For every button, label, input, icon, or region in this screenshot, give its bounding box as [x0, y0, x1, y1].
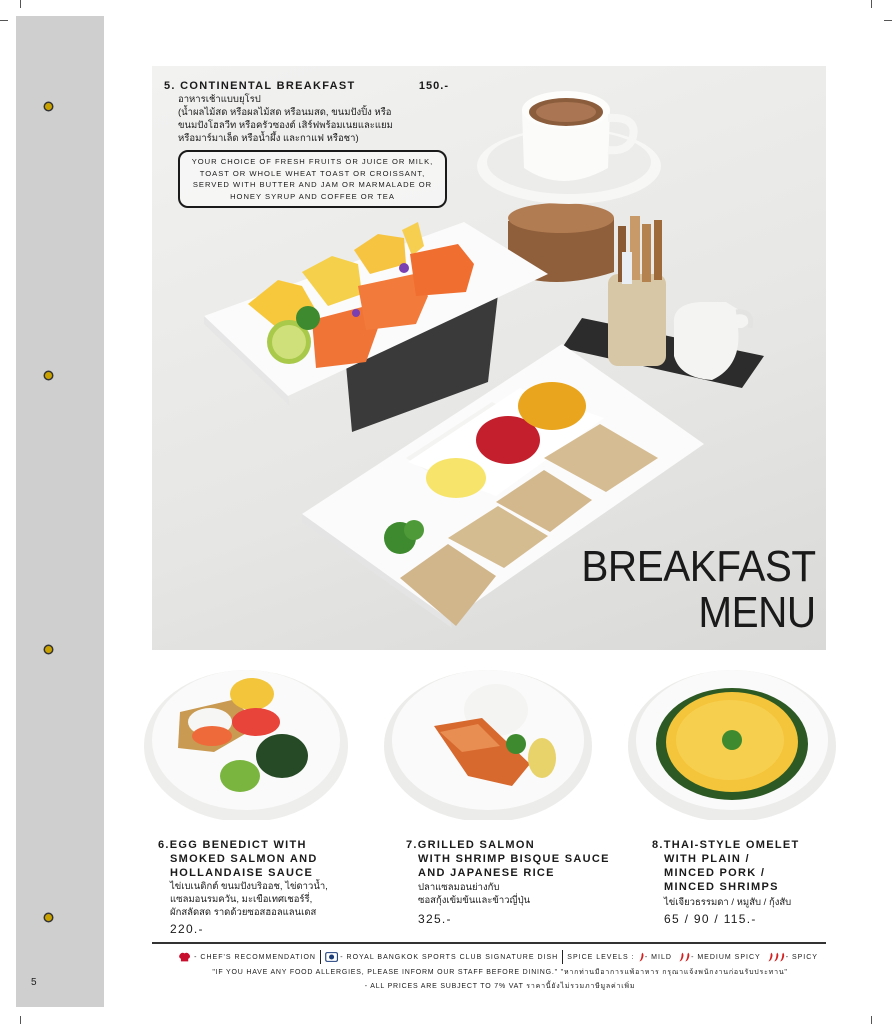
page-number: 5 [31, 977, 37, 988]
name-line: WITH SHRIMP BISQUE SAUCE [418, 853, 610, 865]
name-line: MINCED SHRIMPS [664, 881, 779, 893]
item-name: 5. CONTINENTAL BREAKFAST [164, 80, 356, 92]
name-line: 6.EGG BENEDICT WITH [158, 839, 307, 851]
legend-mild-label: - MILD [644, 953, 672, 961]
item-name [158, 838, 318, 880]
menu-item-thai-omelet [652, 838, 832, 942]
name-line: AND JAPANESE RICE [418, 867, 555, 879]
name-line: WITH PLAIN / [664, 853, 750, 865]
chili-mild-icon [638, 950, 645, 964]
binder-strip [16, 16, 104, 1007]
footer-divider [152, 942, 826, 944]
item-price: 325.- [418, 912, 452, 926]
name-line: 8.THAI-STYLE OMELET [652, 839, 800, 851]
binder-hole [45, 372, 52, 379]
menu-title-line: MENU [698, 588, 816, 637]
menu-item-grilled-salmon [406, 838, 626, 942]
item-name [406, 838, 610, 880]
item-name [652, 838, 800, 894]
item-price: 65 / 90 / 115.- [664, 912, 757, 926]
legend-chef-label: - CHEF'S RECOMMENDATION [194, 953, 316, 961]
thai-line: ไข่เจียวธรรมดา / หมูสับ / กุ้งสับ [664, 897, 792, 908]
item-price: 150.- [418, 80, 449, 92]
legend-spicy-label: - SPICY [785, 953, 818, 961]
binder-hole [45, 646, 52, 653]
thai-line: แซลมอนรมควัน, มะเขือเทศเชอร์รี่, [170, 894, 313, 905]
english-line: SERVED WITH BUTTER AND JAM OR MARMALADE OR [192, 180, 433, 189]
dish-photos [0, 660, 892, 820]
name-line: MINCED PORK / [664, 867, 766, 879]
menu-item-continental-breakfast [164, 80, 464, 208]
item-english-description [178, 150, 447, 208]
omelet-plate [628, 670, 836, 820]
chili-medium-icon [678, 950, 691, 964]
legend-medium-label: - MEDIUM SPICY [691, 953, 761, 961]
menu-item-egg-benedict [158, 838, 368, 942]
item-thai-description [664, 896, 791, 909]
thai-line: ปลาแซลมอนย่างกับ [418, 882, 500, 893]
vat-note: - ALL PRICES ARE SUBJECT TO 7% VAT ราคานี้ยังไม่รวมภาษีมูลค่าเพิ่ม [364, 983, 636, 990]
legend-rbsc-label: - ROYAL BANGKOK SPORTS CLUB SIGNATURE DISH [340, 953, 559, 961]
thai-line: หรือมาร์มาเล็ด หรือน้ำผึ้ง และกาแฟ หรือชา) [178, 133, 359, 144]
egg-benedict-plate [144, 670, 348, 820]
allergy-note: "IF YOU HAVE ANY FOOD ALLERGIES, PLEASE INFORM OUR STAFF BEFORE DINING." "หากท่านมีอาการแพ้อาหาร กรุณาแจ้งพนักงานก่อนรับประทาน" [212, 969, 788, 976]
thai-line: ไข่เบเนดิกต์ ขนมปังบริออช, ไข่ดาวน้ำ, [170, 881, 328, 892]
thai-line: ผักสลัดสด ราดด้วยซอสฮอลแลนเดส [170, 907, 317, 918]
thai-line: ซอสกุ้งเข้มข้นและข้าวญี่ปุ่น [418, 895, 531, 906]
rbsc-logo-icon [325, 950, 338, 964]
chef-hat-icon [178, 950, 191, 964]
hero-photo [152, 66, 826, 650]
grilled-salmon-plate [384, 670, 592, 820]
crop-mark [20, 1016, 21, 1024]
name-line: SMOKED SALMON AND [170, 853, 318, 865]
legend-separator [320, 950, 321, 964]
name-line: HOLLANDAISE SAUCE [170, 867, 314, 879]
legend-spice-label: SPICE LEVELS : [567, 953, 635, 961]
english-line: YOUR CHOICE OF FRESH FRUITS OR JUICE OR MILK, [191, 157, 434, 166]
legend [178, 950, 818, 964]
crop-mark [871, 1016, 872, 1024]
menu-title [582, 544, 816, 636]
item-thai-description [164, 93, 434, 145]
binder-hole [45, 103, 52, 110]
item-thai-description [418, 881, 530, 907]
legend-separator [562, 950, 563, 964]
crop-mark [0, 20, 8, 21]
crop-mark [871, 0, 872, 8]
crop-mark [20, 0, 21, 8]
item-price: 220.- [170, 922, 204, 936]
name-line: 7.GRILLED SALMON [406, 839, 535, 851]
binder-hole [45, 914, 52, 921]
chili-spicy-icon [767, 950, 786, 964]
menu-title-line: BREAKFAST [581, 542, 816, 591]
thai-line: อาหารเช้าแบบยุโรป [178, 94, 261, 105]
thai-line: (น้ำผลไม้สด หรือผลไม้สด หรือนมสด, ขนมปังปิ้ง หรือ [178, 107, 392, 118]
thai-line: ขนมปังโฮลวีท หรือครัวซองต์ เสิร์ฟพร้อมเนยและแยม [178, 120, 393, 131]
crop-mark [884, 20, 892, 21]
item-thai-description [170, 880, 328, 919]
english-line: TOAST OR WHOLE WHEAT TOAST OR CROISSANT, [199, 168, 426, 178]
english-line: HONEY SYRUP AND COFFEE OR TEA [230, 191, 395, 201]
